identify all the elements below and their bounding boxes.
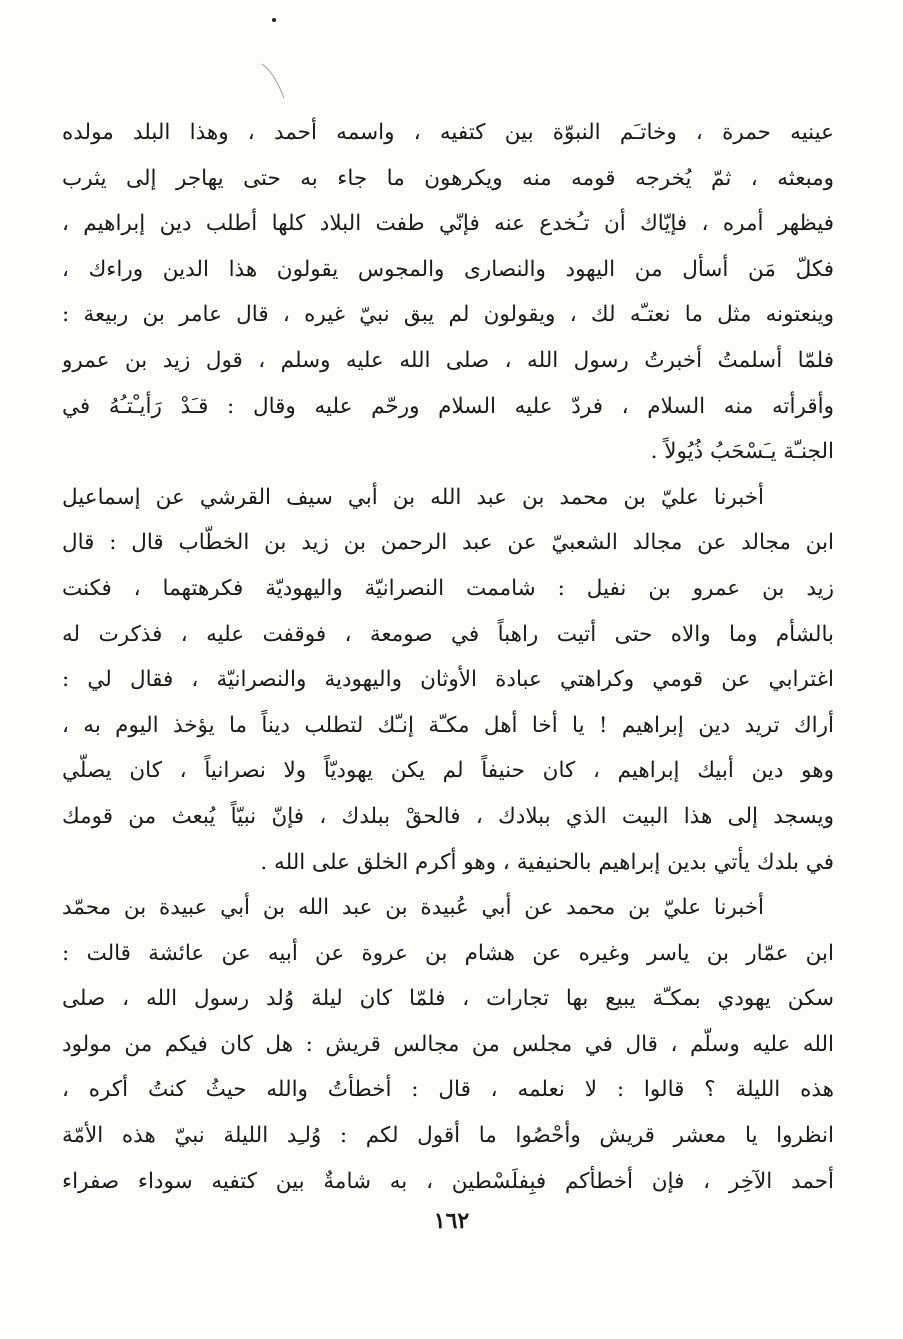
text-line: في بلدك يأتي بدين إبراهيم بالحنيفية ، وهو أكرم الخلق على الله . (260, 849, 834, 875)
pencil-mark (260, 62, 290, 102)
text-line: ابن مجالد عن مجالد الشعبيّ عن عبد الرحمن بن زيد بن الخطّاب قال : قال (62, 530, 834, 556)
text-line: ابن عمّار بن ياسر وغيره عن هشام بن عروة عن أبيه عن عائشة قالت : (62, 940, 834, 966)
text-line: ومبعثه ، ثمّ يُخرجه قومه منه ويكرهون ما جاء به حتى يهاجر إلى يثرب (62, 165, 834, 191)
text-line: فيظهر أمره ، فإيّاك أن تـُخدع عنه فإنّي طفت البلاد كلها أطلب دين إبراهيم ، (62, 211, 834, 237)
text-line: فكلّ مَن أسأل من اليهود والنصارى والمجوس يقولون هذا الدين وراءك ، (62, 256, 834, 282)
text-line: اغترابي عن قومي وكراهتي عبادة الأوثان واليهودية والنصرانيّة ، فقال لي : (62, 667, 834, 693)
text-line: وأقرأته منه السلام ، فردّ عليه السلام ورحّم عليه وقال : قـَدْ رَأيـْتـُهُ في (62, 393, 834, 419)
text-line: زيد بن عمرو بن نفيل : شاممت النصرانيّة واليهوديّة فكرهتهما ، فكنت (62, 575, 834, 601)
text-line: وينعتونه مثل ما نعتـّه لك ، ويقولون لم يبق نبيّ غيره ، قال عامر بن ربيعة : (62, 302, 834, 328)
text-line: عينيه حمرة ، وخاتـَم النبوّة بين كتفيه ، واسمه أحمد ، وهذا البلد مولده (62, 120, 834, 145)
page-number: ١٦٢ (433, 1208, 470, 1234)
text-line: الجنـّة يـَسْحَبُ ذُيُولاً . (650, 439, 834, 465)
text-line: سكن يهودي بمكـّة يبيع بها تجارات ، فلمّا كان ليلة وُلد رسول الله ، صلى (62, 986, 834, 1012)
text-line: بالشأم وما والاه حتى أتيت راهباً في صومعة ، فوقفت عليه ، فذكرت له (62, 621, 834, 647)
text-line: انظروا يا معشر قريش وأحْصُوا ما أقول لكم : وُلـِد الليلة نبيّ هذه الأمّة (62, 1123, 834, 1149)
body-text (62, 110, 834, 1204)
text-line: وهو دين أبيك إبراهيم ، كان حنيفاً لم يكن يهوديّاً ولا نصرانياً ، كان يصلّي (62, 758, 834, 784)
text-line: الله عليه وسلّم ، قال في مجلس من مجالس قريش : هل كان فيكم من مولود (62, 1031, 834, 1057)
ink-speck (272, 18, 276, 22)
paragraph-first-line: أخبرنا عليّ بن محمد بن عبد الله بن أبي سيف القرشي عن إسماعيل (62, 484, 764, 510)
text-line: أحمد الآخِر ، فإن أخطأكم فبِفلَسْطين ، به شامةٌ بين كتفيه سوداء صفراء (62, 1168, 834, 1194)
paragraph-first-line: أخبرنا عليّ بن محمد عن أبي عُبيدة بن عبد الله بن أبي عبيدة بن محمّد (62, 895, 764, 921)
text-line: أراك تريد دين إبراهيم ! يا أخا أهل مكـّة إنـّك لتطلب ديناً ما يؤخذ اليوم به ، (62, 712, 834, 738)
text-line: هذه الليلة ؟ قالوا : لا نعلمه ، قال : أخطأتُ والله حيثُ كنتُ أكره ، (62, 1077, 834, 1103)
text-line: ويسجد إلى هذا البيت الذي ببلادك ، فالحقْ ببلدك ، فإنّ نبيّاً يُبعث من قومك (62, 803, 834, 829)
text-line: فلمّا أسلمتُ أخبرتُ رسول الله ، صلى الله عليه وسلم ، قول زيد بن عمرو (62, 347, 834, 373)
